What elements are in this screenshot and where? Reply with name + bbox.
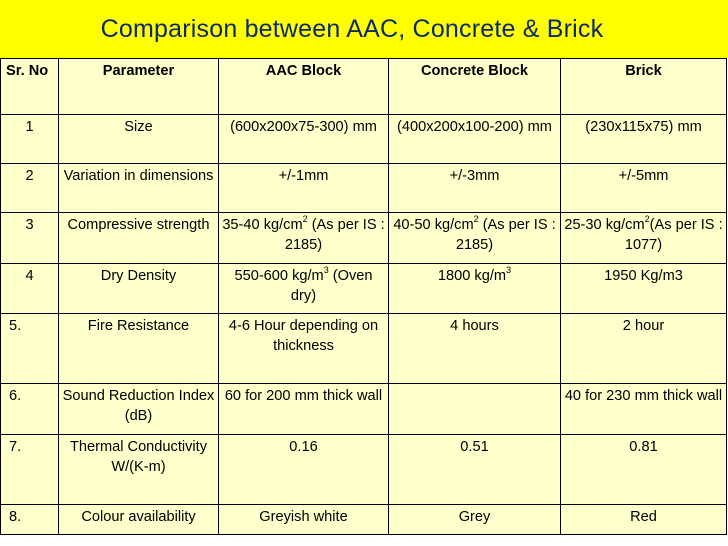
cell-concrete bbox=[389, 384, 561, 435]
table-row bbox=[1, 164, 727, 213]
comparison-table bbox=[0, 58, 727, 535]
superscript: 3 bbox=[323, 265, 329, 276]
table-row bbox=[1, 435, 727, 505]
cell-brick: +/-5mm bbox=[561, 164, 727, 213]
header-brick: Brick bbox=[561, 59, 727, 115]
header-aac-block: AAC Block bbox=[219, 59, 389, 115]
cell-sr: 5. bbox=[1, 314, 59, 384]
cell-parameter: Fire Resistance bbox=[59, 314, 219, 384]
value-text: 550-600 kg/m bbox=[234, 268, 324, 284]
cell-aac bbox=[219, 264, 389, 314]
cell-brick: 40 for 230 mm thick wall bbox=[561, 384, 727, 435]
note-text: (As per IS : 2185) bbox=[284, 217, 385, 253]
value-text: 40-50 kg/cm bbox=[393, 217, 474, 233]
slide-title: Comparison between AAC, Concrete & Brick bbox=[100, 14, 604, 43]
superscript: 2 bbox=[473, 214, 479, 225]
cell-sr: 8. bbox=[1, 505, 59, 535]
table-row bbox=[1, 264, 727, 314]
cell-brick bbox=[561, 213, 727, 264]
value-text: 1800 kg/m bbox=[437, 268, 507, 284]
table-row bbox=[1, 505, 727, 535]
header-row bbox=[1, 59, 727, 115]
cell-concrete: Grey bbox=[389, 505, 561, 535]
header-parameter: Parameter bbox=[59, 59, 219, 115]
cell-concrete bbox=[389, 264, 561, 314]
cell-aac: Greyish white bbox=[219, 505, 389, 535]
cell-concrete: +/-3mm bbox=[389, 164, 561, 213]
value-text: 35-40 kg/cm bbox=[222, 217, 303, 233]
cell-parameter: Variation in dimensions bbox=[59, 164, 219, 213]
title-bar bbox=[0, 0, 728, 58]
cell-parameter: Dry Density bbox=[59, 264, 219, 314]
cell-aac: 0.16 bbox=[219, 435, 389, 505]
cell-brick: 2 hour bbox=[561, 314, 727, 384]
cell-aac: 4-6 Hour depending on thickness bbox=[219, 314, 389, 384]
table-row bbox=[1, 213, 727, 264]
cell-brick: Red bbox=[561, 505, 727, 535]
header-concrete-block: Concrete Block bbox=[389, 59, 561, 115]
note-text: (As per IS : 2185) bbox=[455, 217, 556, 253]
note-text: (As per IS : 1077) bbox=[624, 217, 723, 253]
cell-sr: 6. bbox=[1, 384, 59, 435]
value-text: 25-30 kg/cm bbox=[564, 217, 645, 233]
cell-parameter: Compressive strength bbox=[59, 213, 219, 264]
cell-aac: (600x200x75-300) mm bbox=[219, 115, 389, 164]
cell-aac bbox=[219, 213, 389, 264]
cell-sr: 1 bbox=[1, 115, 59, 164]
cell-parameter: Colour availability bbox=[59, 505, 219, 535]
cell-aac: 60 for 200 mm thick wall bbox=[219, 384, 389, 435]
cell-sr: 7. bbox=[1, 435, 59, 505]
cell-sr: 3 bbox=[1, 213, 59, 264]
cell-concrete: (400x200x100-200) mm bbox=[389, 115, 561, 164]
cell-sr: 4 bbox=[1, 264, 59, 314]
cell-brick: (230x115x75) mm bbox=[561, 115, 727, 164]
table-row bbox=[1, 115, 727, 164]
header-sr-no: Sr. No bbox=[1, 59, 59, 115]
cell-brick: 1950 Kg/m3 bbox=[561, 264, 727, 314]
superscript: 2 bbox=[644, 214, 650, 225]
table-row bbox=[1, 384, 727, 435]
superscript: 3 bbox=[506, 265, 512, 276]
superscript: 2 bbox=[302, 214, 308, 225]
note-text: (Oven dry) bbox=[290, 268, 373, 304]
cell-concrete bbox=[389, 213, 561, 264]
cell-concrete: 0.51 bbox=[389, 435, 561, 505]
table-row bbox=[1, 314, 727, 384]
cell-parameter: Size bbox=[59, 115, 219, 164]
cell-parameter: Sound Reduction Index (dB) bbox=[59, 384, 219, 435]
cell-parameter: Thermal Conductivity W/(K-m) bbox=[59, 435, 219, 505]
cell-concrete: 4 hours bbox=[389, 314, 561, 384]
cell-brick: 0.81 bbox=[561, 435, 727, 505]
cell-aac: +/-1mm bbox=[219, 164, 389, 213]
cell-sr: 2 bbox=[1, 164, 59, 213]
